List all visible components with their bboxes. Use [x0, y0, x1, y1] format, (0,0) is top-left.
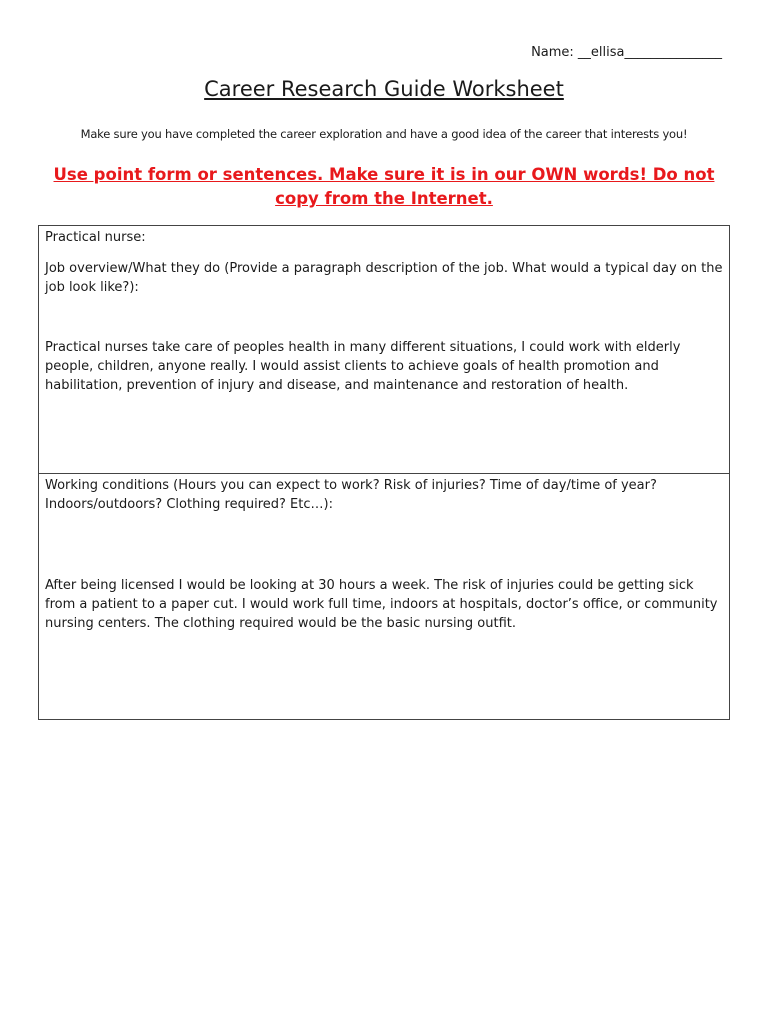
job-overview-answer: Practical nurses take care of peoples health in many different situations, I could work with elderly people, children, anyone really. I would assist clients to achieve goals of health promotion and habilitation, prevention of injury and disease, and maintenance and restoration of health. [45, 340, 681, 393]
job-overview-section [39, 226, 729, 474]
working-conditions-answer: After being licensed I would be looking at 30 hours a week. The risk of injuries could be getting sick from a patient to a paper cut. I would work full time, indoors at hospitals, doctor’s office, or community nursing centers. The clothing required would be the basic nursing outfit. [45, 578, 718, 631]
intro-text: Make sure you have completed the career exploration and have a good idea of the career that interests you! [80, 127, 688, 141]
name-line: Name: __ellisa_______________ [531, 45, 722, 60]
spacer [45, 514, 723, 576]
spacer [45, 297, 723, 338]
page-title: Career Research Guide Worksheet [204, 77, 564, 101]
working-conditions-section [39, 474, 729, 719]
warning-text: Use point form or sentences. Make sure it is in our OWN words! Do not copy from the Internet. [53, 165, 715, 208]
career-label: Practical nurse: [45, 230, 146, 245]
job-overview-prompt: Job overview/What they do (Provide a paragraph description of the job. What would a typical day on the job look like?): [45, 261, 723, 295]
worksheet-table [38, 225, 730, 720]
working-conditions-prompt: Working conditions (Hours you can expect to work? Risk of injuries? Time of day/time of year? Indoors/outdoors? Clothing required? Etc…): [45, 478, 657, 512]
